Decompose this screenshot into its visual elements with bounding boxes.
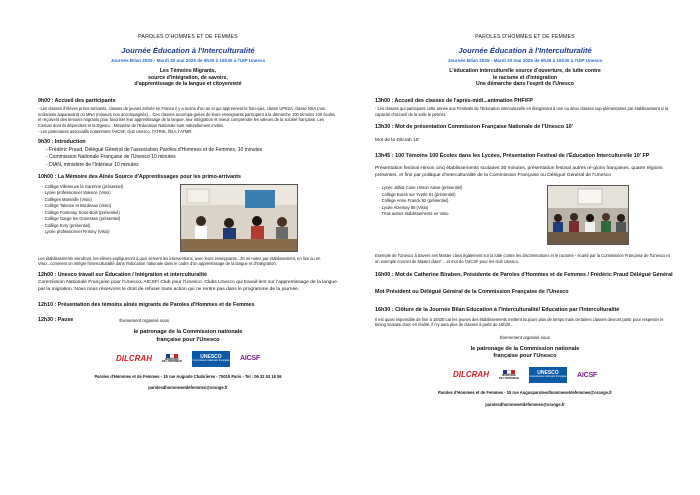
dilcrah-text: DILCRAH [452,369,489,379]
event-subtitle: Journée Bilan 2025 - Mardi 20 mai 2025 de 9h30 à 16h30 à l'UIP Unesco [110,57,266,63]
right-page [375,34,675,464]
section-heading: 13h30 : Mot de présentation Commission Française Nationale de l'Unesco 10' [375,124,573,131]
section-text: Exemple de l'Unesco à travers ses Master class également sur la lutte contre les discriminations et le racisme - écarté par la Commission Française de l'Unesco et un exemple concret de Master class"... et mot de l'AICSF pour les club Unesco. [375,253,670,264]
footer-email[interactable]: parolesdhommesetdefemmes@orange.fr [148,385,228,391]
dilcrah-logo [116,354,152,365]
sponsor-intro: Évenement organisé sous [119,318,170,324]
event-title: Journée Éducation à l'Interculturalité [458,45,592,55]
section-heading: 12h00 : Unesco travail sur Éducation / Intégration et interculturalité [38,271,207,278]
intro-list [46,147,338,168]
section-heading: 16h30 : Clôture de la Journée Bilan Education à l'Interculturalité/ Education par l'Interculturalité [375,306,620,313]
schools-list [379,185,499,218]
theme-line: L'éducation interculturelle source d'ouverture, de lutte contre [449,67,601,74]
sponsor-line: française pour l'Unesco [493,352,557,359]
ministere-interieur-logo: MINISTÈRE DE L'INTÉRIEUR [162,351,182,367]
footer-address: Paroles d'Hommes et de Femmes - 15 rue Augusparolesdhommesetdefemmes@orange.fr [437,390,613,396]
section-text: Commission Nationale Française pour l'Unesco, AICSF/ Club pour l'Unesco. Clubs Unesco qui travail-lent sur l'apprentissage de la langue par la migration. Nous nous réservons le droit de refuser toute action qui ne rentre pas dans le programme de la journée. [38,279,337,292]
sponsor-text [38,329,338,344]
organization-name: PAROLES D'HOMMES ET DE FEMMES [475,34,575,40]
list-item: · Lycée professionnel Valence (Visio) [42,190,154,197]
section-text: - Les classes qui participent cette année aux Festivals de l'Education interculturelle en élargissant à une ou deux classes sup-plémentaires par établissement si la capacité d'accueil de la salle le permet. [375,106,669,117]
aicsf-logo: AICSF [576,371,597,379]
section-text: Les établissements viendront, les élèves expliqueront à quoi servent les interventions, avec leurs enseignants...20 mi-nutes par établissement, en live ou en Visio...comment on intègre l'interculturalité dans l'éducation nationale dans le cadre d'un apprentissage de la langue et d'intégration. [38,255,321,267]
sponsor-block [375,335,675,360]
list-item: · Collège Evry (présentiel) [42,223,154,230]
list-item: - DIAN, ministère de l'Intérieur 10 minutes [46,162,338,169]
dilcrah-logo [453,370,489,381]
list-item: - Frédéric Praud, Délégué Général de l'association Paroles d'Hommes et de Femmes, 10 minutes [46,147,338,154]
footer-address: Paroles d'Hommes et de Femmes - 15 rue Auguste Chabrières - 75015 Paris - Tel : 06 32 53 16 06 [94,373,282,379]
section-heading: 13h45 : 100 Témoins 100 Écoles dans les Lycées, Présentation Festival de l'Éducation Interculturelle 10' FP [375,153,650,160]
list-item: · Collège Fontenay Sous-Bois (présentiel) [42,210,154,217]
sponsor-line: le patronage de la Commission nationale [470,345,580,352]
section-heading: 12h10 : Présentation des témoins aînés migrants de Paroles d'Hommes et de Femmes [38,302,255,309]
list-item: · Collège Garge les Gonesses (présentiel) [42,216,154,223]
list-item: · Collège Talence et Bordeaux (Visio) [42,203,154,210]
sponsor-line: française pour l'Unesco [156,336,220,343]
section-text: - Les partenaires associatifs notamment l'AICSF, club Unesco, l'ATRIS, l'EIA, l'ATMR. [38,128,193,134]
theme-line: Une démarche dans l'esprit de l'Unesco [476,81,574,88]
section-heading: 13h00 : Accueil des classes de l'après-midi...animation PHF/FP [375,98,533,105]
section-text: - Les classes d'élèves primo-arrivants, classes de jeunes arrivés en France il y a moins d'un an et qui apprennent le fran-çais, classe UPE2A, classe NSA (non scolarisés auparavant) ou MNA (mineurs non accompagnés)... Ces classes accompa-gnées de leurs enseignants participent à la démarche 100 témoins 100 écoles et reçoivent des témoins migrants pour favoriser leur apprentissage de la langue, leur intégration et mieux comprendre les valeurs de la société française. Les Casnav dont ils dépendent et la Dgesco , Ministère de l'Education Nationale sont naturellement invités. [38,106,336,129]
list-item: - Commission Nationale Française de l'Unesco 10 minutes [46,154,338,161]
sponsor-text [375,346,675,361]
event-title: Journée Éducation à l'Interculturalité [121,45,255,55]
section-text: Il est quasi impossible de finir à 16h30 car les jeunes des établissements mettent toujours plus de temps mais certaines classes devront partir pour respecter le timing scolaire donc en réalité, il n'y aura plus de classes à partir de 16h30... [375,316,664,328]
section-text: Présentation festival Hirson cinq établissements scolaires 30 minutes, présentation festival autres ré-gions françaises, quatre régions présentes, et finir par politique d'interculturalité de la Commission Française ou Délégué Général de l'Unesco [375,166,663,179]
event-theme [375,68,675,88]
section-heading: 9h00 : Accueil des participants [38,98,116,105]
theme-line: le racisme et d'intégration [492,74,558,81]
list-item: · Collège Anne Franck 92 (présentiel) [379,198,499,205]
section-heading: 9h30 : Introduction [38,139,86,146]
section-heading: Mot Président ou Délégué Général de la Commission Française de l'Unesco [375,289,569,296]
sponsor-line: le patronage de la Commission nationale [133,329,243,336]
unesco-logo: UNESCO Commission nationale française [529,367,567,383]
list-item: · Collèges Marseille (Visio) [42,197,154,204]
section-heading: 16h00 : Mot de Catherine Biraben, Présidente de Paroles d'Hommes et de Femmes / Frédéric Praud Délégué Général [375,272,673,279]
section-text: Mot de la Dilcrah 10' [375,137,420,143]
section-heading: 12h30 : Pause [38,317,74,324]
aicsf-logo: AICSF [239,355,260,363]
theme-line: Les Témoins Migrants, [159,67,217,74]
ministere-interieur-logo: MINISTÈRE DE L'INTÉRIEUR [499,367,519,383]
list-item: · Lycée professionnel Firminy (Visio) [42,229,154,236]
classroom-photo [180,184,298,252]
schools-list [42,184,154,236]
event-subtitle: Journée Bilan 2025 - Mardi 20 mai 2025 de 9h30 à 16h30 à l'UIP Unesco [447,57,603,63]
event-theme [38,68,338,88]
auditorium-photo [547,185,629,245]
list-item: · Lycée Alzemay 85 (Visio) [379,205,499,212]
left-page [38,34,338,464]
organization-name: PAROLES D'HOMMES ET DE FEMMES [138,34,238,40]
partner-logos [38,349,338,369]
sponsor-intro: Évenement organisé sous [500,334,550,340]
list-item: · Collège Villeneuve la Garenne (présentiel) [42,184,154,191]
theme-line: d'apprentissage de la langue et citoyenneté [134,81,242,88]
sponsor-block [119,318,169,324]
section-heading: 10h00 : La Mémoire des Aînés Source d'Apprentissages pour les primo-arrivants [38,173,241,180]
unesco-logo: UNESCO Commission nationale française [192,351,230,367]
footer-email[interactable]: parolesdhommesetdefemmes@orange.fr [485,401,565,407]
list-item: · Collège Bures sur Yvette 91 (présentiel) [379,192,499,199]
dilcrah-text: DILCRAH [115,353,152,363]
list-item: · Trois autres établissements en Visio [379,211,499,218]
partner-logos [375,365,675,385]
theme-line: source d'intégration, de savoirs, [148,74,228,81]
list-item: · Lycée Jolliot Curie Hirson Aisne (présentiel) [379,185,499,192]
sponsor-block [38,329,338,344]
